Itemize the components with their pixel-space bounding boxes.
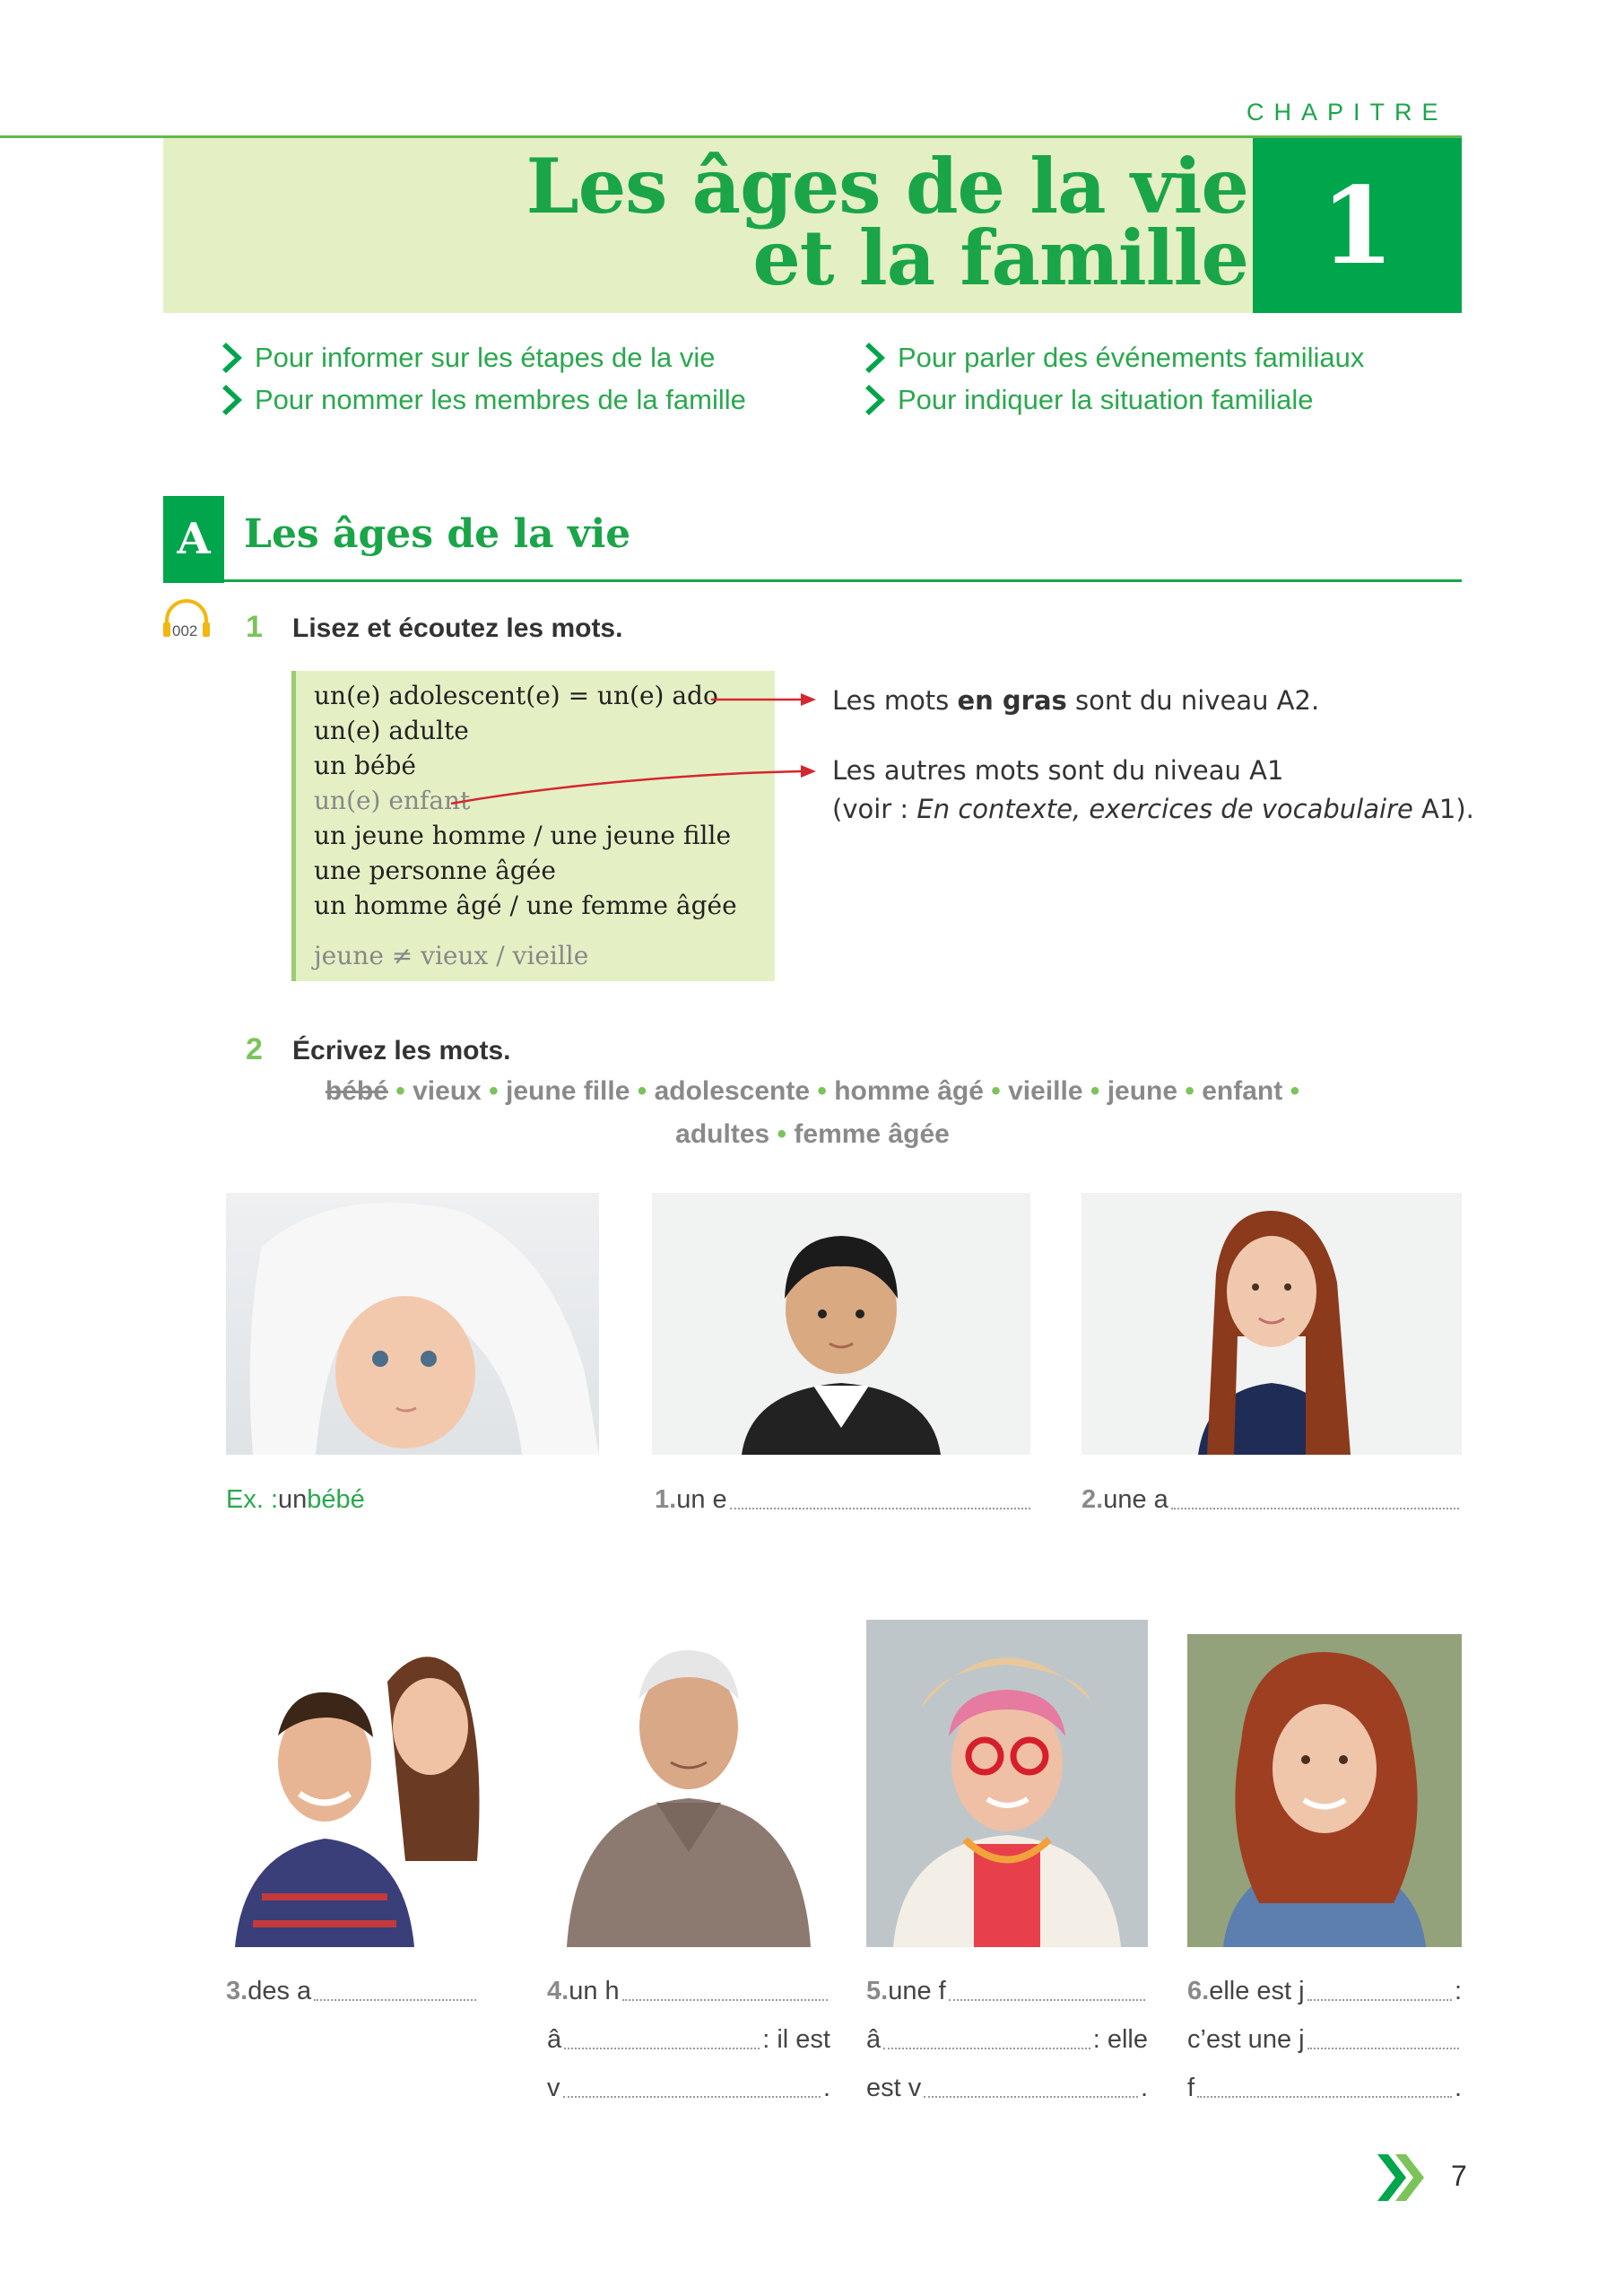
answer-line-6b[interactable]: c’est une j xyxy=(1187,2025,1462,2055)
vocab-item: une personne âgée xyxy=(314,856,556,885)
annotation-arrows xyxy=(0,0,1607,987)
vocab-item: un(e) adolescent(e) = un(e) ado xyxy=(314,681,718,710)
photo-baby xyxy=(226,1193,599,1455)
vocab-item: un(e) enfant xyxy=(314,786,471,815)
section-title: Les âges de la vie xyxy=(244,511,631,557)
page-number: 7 xyxy=(1451,2160,1467,2192)
answer-line-2[interactable]: 2. une a xyxy=(1081,1485,1462,1515)
answer-line-1[interactable]: 1. un e xyxy=(655,1485,1033,1515)
photo-elderly-man xyxy=(549,1628,829,1947)
word-bank-line2: adultes • femme âgée xyxy=(675,1119,950,1149)
double-chevron-icon xyxy=(1376,2151,1429,2205)
example-answer: Ex. : un bébé xyxy=(226,1485,365,1514)
objective-text: Pour parler des événements familiaux xyxy=(898,342,1365,373)
objective-text: Pour nommer les membres de la famille xyxy=(255,384,746,415)
vocab-item: un(e) adulte xyxy=(314,716,469,745)
vocab-item: un bébé xyxy=(314,751,416,780)
vocab-item: un jeune homme / une jeune fille xyxy=(314,821,732,850)
exercise-number: 1 xyxy=(246,610,263,644)
level-note-a1-reference: (voir : En contexte, exercices de vocabulaire A1). xyxy=(832,794,1474,824)
level-note-a2: Les mots en gras sont du niveau A2. xyxy=(832,685,1320,716)
answer-line-5b[interactable]: â : elle xyxy=(866,2025,1148,2054)
photo-boy xyxy=(652,1193,1030,1455)
answer-line-6[interactable]: 6. elle est j : xyxy=(1187,1977,1462,2005)
photo-elderly-woman xyxy=(866,1620,1148,1947)
audio-track-number: 002 xyxy=(172,622,198,639)
chapter-title-line2: et la famille xyxy=(752,213,1248,302)
chapter-number: 1 xyxy=(1253,138,1462,313)
objective-text: Pour informer sur les étapes de la vie xyxy=(255,342,716,373)
level-note-a1: Les autres mots sont du niveau A1 xyxy=(832,755,1284,786)
answer-line-4c[interactable]: v . xyxy=(547,2074,830,2102)
exercise-instruction: Écrivez les mots. xyxy=(292,1036,511,1065)
chapter-title-line1: Les âges de la vie xyxy=(526,142,1248,230)
section-letter: A xyxy=(163,496,224,583)
answer-line-5c[interactable]: est v . xyxy=(866,2074,1148,2102)
answer-line-4[interactable]: 4. un h xyxy=(547,1977,830,2006)
chapitre-label: CHAPITRE xyxy=(1247,99,1448,126)
vocab-item: un homme âgé / une femme âgée xyxy=(314,891,737,920)
objective-text: Pour indiquer la situation familiale xyxy=(898,384,1314,415)
answer-line-3[interactable]: 3. des a xyxy=(226,1977,479,2006)
exercise-instruction: Lisez et écoutez les mots. xyxy=(292,613,623,643)
vocab-item: jeune ≠ vieux / vieille xyxy=(314,941,589,970)
answer-line-5[interactable]: 5. une f xyxy=(866,1977,1148,2006)
answer-line-6c[interactable]: f . xyxy=(1187,2074,1462,2102)
answer-line-4b[interactable]: â : il est xyxy=(547,2025,830,2054)
photo-adult-couple xyxy=(226,1628,506,1947)
word-bank: bébé • vieux • jeune fille • adolescente • homme âgé • vieille • jeune • enfant • xyxy=(325,1076,1300,1106)
exercise-number: 2 xyxy=(246,1032,263,1066)
photo-teen-girl xyxy=(1081,1193,1462,1455)
photo-young-woman xyxy=(1187,1634,1462,1947)
